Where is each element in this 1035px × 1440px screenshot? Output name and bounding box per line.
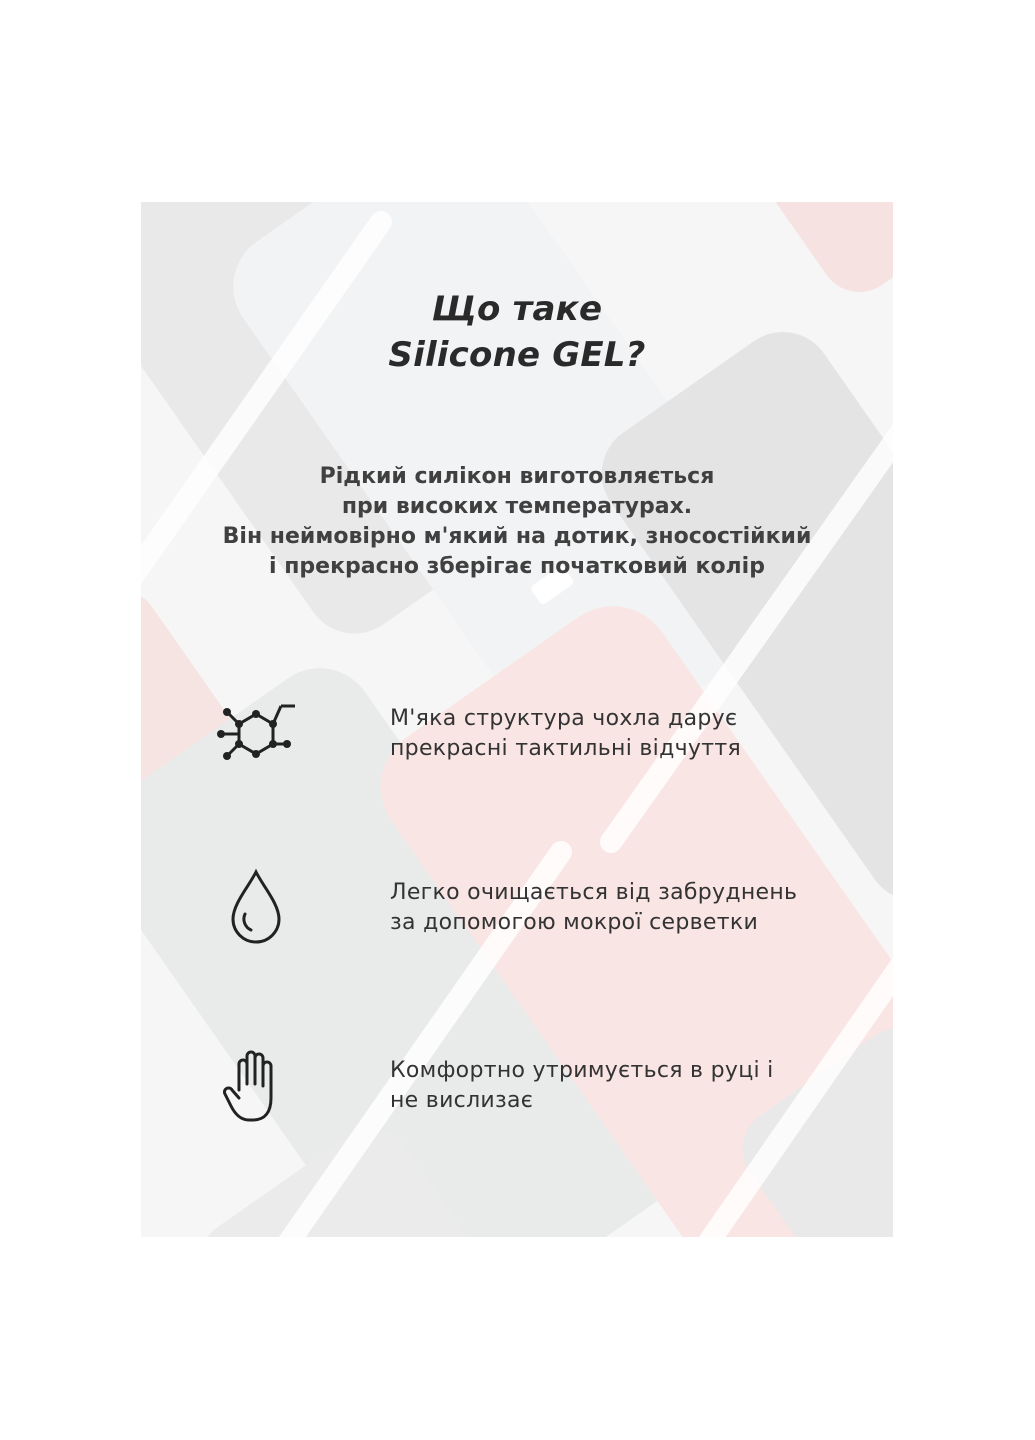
feature-soft-structure [141,690,893,790]
feature-line: за допомогою мокрої серветки [390,910,759,935]
feature-easy-clean [141,864,893,964]
feature-line: Легко очищається від забруднень [390,880,798,905]
intro-line: і прекрасно зберігає початковий колір [269,554,765,579]
feature-text [390,704,741,764]
hand-icon [221,1046,285,1126]
feature-text [390,1056,774,1116]
feature-line: прекрасні тактильні відчуття [390,736,741,761]
molecule-icon [211,692,301,782]
page-title-line-2: Silicone GEL? [388,335,646,375]
intro-line: Він неймовірно м'який на дотик, зносостійкий [222,524,812,549]
feature-comfortable-grip [141,1042,893,1142]
water-drop-icon [221,864,291,944]
intro-line: при високих температурах. [341,494,693,519]
intro-paragraph [141,462,893,582]
intro-line: Рідкий силікон виготовляється [319,464,715,489]
feature-line: Комфортно утримується в руці і [390,1058,774,1083]
feature-text [390,878,797,938]
page-title-line-1: Що таке [431,289,603,329]
info-card [141,202,893,1237]
feature-line: не вислизає [390,1088,534,1113]
feature-line: М'яка структура чохла дарує [390,706,738,731]
